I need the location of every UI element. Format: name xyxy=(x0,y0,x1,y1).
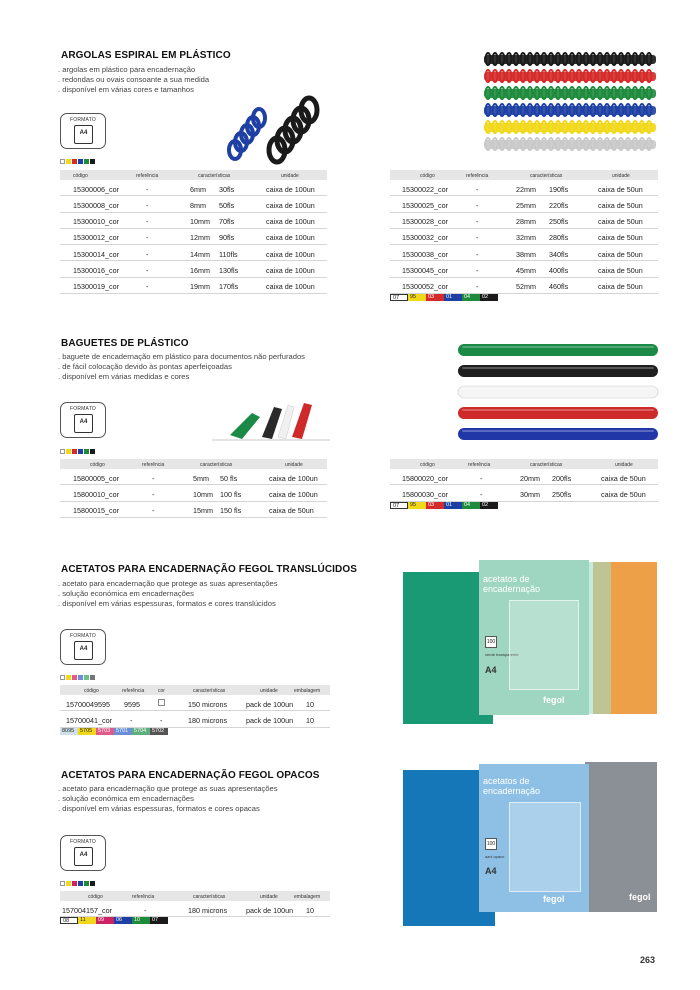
cell-codigo: 15700041_cor xyxy=(66,715,112,725)
cell-unidade: caixa de 50un xyxy=(598,200,643,210)
swatch-green xyxy=(84,159,89,164)
cell-sheets: 130fls xyxy=(219,265,239,275)
swatch-pink xyxy=(72,675,77,680)
swatch-black xyxy=(90,881,95,886)
desc-line: . acetato para encadernação que protege as suas apresentações xyxy=(58,784,278,793)
table-row xyxy=(60,196,327,212)
color-code-strip xyxy=(390,502,658,509)
spiral-color-stack-image xyxy=(482,50,658,158)
format-label: FORMATO xyxy=(70,839,96,845)
table-row xyxy=(60,469,327,485)
package-format: A4 xyxy=(485,866,497,876)
header-caracteristicas: características xyxy=(530,461,563,468)
header-referencia: referência xyxy=(468,461,491,468)
color-code: 07 xyxy=(390,502,408,509)
color-code: 11 xyxy=(78,917,96,924)
swatch-white xyxy=(60,159,65,164)
cell-unidade: caixa de 50un xyxy=(598,265,643,275)
cell-referencia: 9595 xyxy=(124,699,140,709)
package-front xyxy=(479,560,589,715)
swatch-yellow xyxy=(66,449,71,454)
cell-unidade: caixa de 100un xyxy=(266,233,315,243)
acetato-opaco-product-image xyxy=(403,762,659,928)
cell-size: 28mm xyxy=(516,217,536,227)
section-description-baguetes xyxy=(58,352,305,383)
table-row xyxy=(390,213,658,229)
table-row xyxy=(60,261,327,277)
swatch-yellow xyxy=(66,675,71,680)
cell-sheets: 200fls xyxy=(552,473,572,483)
cell-referencia: - xyxy=(146,184,149,194)
table-row xyxy=(60,711,330,727)
color-code: 8095 xyxy=(60,728,78,735)
package-title: acetatos de encadernação xyxy=(483,574,541,594)
checkbox-icon xyxy=(158,699,165,706)
swatch-blue xyxy=(78,159,83,164)
format-value: A4 xyxy=(79,419,88,425)
table-row xyxy=(390,180,658,196)
color-code-strip xyxy=(390,294,658,301)
desc-line: . solução económica em encadernações xyxy=(58,794,194,804)
cell-size: 32mm xyxy=(516,233,536,243)
header-caracteristicas: características xyxy=(198,172,231,179)
color-swatches xyxy=(60,449,95,454)
cell-size: 20mm xyxy=(520,473,540,483)
header-embalagem: embalagem xyxy=(294,893,321,900)
swatch-yellow xyxy=(66,881,71,886)
table-baguetes-left xyxy=(60,459,327,518)
table-row xyxy=(390,485,658,501)
format-label: FORMATO xyxy=(70,117,96,123)
cell-sheets: 400fls xyxy=(549,265,569,275)
color-code: 03 xyxy=(426,294,444,301)
cell-codigo: 15300006_cor xyxy=(73,184,119,194)
acetato-translucido-product-image xyxy=(403,560,659,726)
cell-sheets: 340fls xyxy=(549,249,569,259)
cell-codigo: 15800015_cor xyxy=(73,506,119,516)
cell-sheets: 280fls xyxy=(549,233,569,243)
cell-codigo: 15300045_cor xyxy=(402,265,448,275)
desc-line: . baguete de encadernação em plástico para documentos não perfurados xyxy=(58,352,305,361)
header-referencia: referência xyxy=(132,893,155,900)
desc-line: . disponível em várias espessuras, formatos e cores translúcidos xyxy=(58,599,276,609)
cell-size: 12mm xyxy=(190,233,210,243)
swatch-white xyxy=(60,449,65,454)
header-codigo: código xyxy=(420,172,435,179)
cell-unidade: caixa de 50un xyxy=(269,506,314,516)
swatch-blue xyxy=(78,675,83,680)
swatch-grey xyxy=(90,675,95,680)
color-code: 01 xyxy=(444,294,462,301)
cell-codigo: 15300014_cor xyxy=(73,249,119,259)
swatch-blue xyxy=(78,449,83,454)
cell-size: 16mm xyxy=(190,265,210,275)
cell-codigo: 157004157_cor xyxy=(62,905,112,915)
table-row xyxy=(60,213,327,229)
cell-referencia: - xyxy=(130,715,133,725)
desc-line: . disponível em várias medidas e cores xyxy=(58,372,190,382)
section-title-argolas: ARGOLAS ESPIRAL EM PLÁSTICO xyxy=(61,50,231,61)
cell-unidade: caixa de 50un xyxy=(598,249,643,259)
header-cor: cor xyxy=(158,687,165,694)
table-header xyxy=(390,459,658,469)
cell-size: 10mm xyxy=(193,489,213,499)
cell-sheets: 190fls xyxy=(549,184,569,194)
brand-logo: fegol xyxy=(543,894,565,904)
table-header xyxy=(390,170,658,180)
cell-unidade: caixa de 50un xyxy=(601,489,646,499)
desc-line: . disponível em várias espessuras, formatos e cores opacas xyxy=(58,804,260,814)
cell-codigo: 15300025_cor xyxy=(402,200,448,210)
cell-size: 25mm xyxy=(516,200,536,210)
swatch-blue xyxy=(78,881,83,886)
cell-size: 30mm xyxy=(520,489,540,499)
cell-referencia: - xyxy=(146,249,149,259)
grey-package xyxy=(585,762,657,912)
desc-line: . acetato para encadernação que protege as suas apresentações xyxy=(58,579,278,588)
cell-codigo: 15800020_cor xyxy=(402,473,448,483)
cell-referencia: - xyxy=(146,217,149,227)
document-icon xyxy=(74,125,93,144)
cell-unidade: caixa de 100un xyxy=(266,249,315,259)
cell-referencia: - xyxy=(480,489,483,499)
color-code: 10 xyxy=(132,917,150,924)
table-row xyxy=(390,278,658,294)
cell-cor: - xyxy=(160,715,163,725)
cell-referencia: - xyxy=(476,265,479,275)
section-title-baguetes: BAGUETES DE PLÁSTICO xyxy=(61,338,189,349)
color-code: 06 xyxy=(114,917,132,924)
cell-size: 52mm xyxy=(516,282,536,292)
table-header xyxy=(60,170,327,180)
header-unidade: unidade xyxy=(260,893,278,900)
cell-caracteristicas: 150 microns xyxy=(188,699,228,709)
cell-caracteristicas: 180 microns xyxy=(188,905,228,915)
cell-embalagem: 10 xyxy=(306,715,314,725)
cell-referencia: - xyxy=(152,473,155,483)
cell-codigo: 15300028_cor xyxy=(402,217,448,227)
table-baguetes-right xyxy=(390,459,658,509)
cell-size: 45mm xyxy=(516,265,536,275)
format-badge xyxy=(60,629,106,665)
cell-sheets: 220fls xyxy=(549,200,569,210)
cell-size: 22mm xyxy=(516,184,536,194)
color-swatches xyxy=(60,675,95,680)
cell-referencia: - xyxy=(146,282,149,292)
table-row xyxy=(60,180,327,196)
header-unidade: unidade xyxy=(615,461,633,468)
cell-referencia: - xyxy=(476,233,479,243)
table-row xyxy=(60,485,327,501)
section-description-acetatos-opacos xyxy=(58,784,278,815)
format-label: FORMATO xyxy=(70,633,96,639)
section-title-acetatos-opacos: ACETATOS PARA ENCADERNAÇÃO FEGOL OPACOS xyxy=(61,770,320,781)
header-unidade: unidade xyxy=(285,461,303,468)
cell-embalagem: 10 xyxy=(306,699,314,709)
color-code: 07 xyxy=(390,294,408,301)
cell-unidade: caixa de 100un xyxy=(269,473,318,483)
document-icon xyxy=(74,641,93,660)
cell-referencia: - xyxy=(476,282,479,292)
cell-codigo: 15300022_cor xyxy=(402,184,448,194)
transparent-sheet xyxy=(509,600,579,690)
transparent-sheet xyxy=(509,802,581,892)
cell-sheets: 100 fls xyxy=(220,489,242,499)
cell-size: 8mm xyxy=(190,200,206,210)
desc-line: . disponível em várias cores e tamanhos xyxy=(58,85,194,95)
package-count: 100 xyxy=(485,838,497,850)
table-argolas-right xyxy=(390,170,658,301)
cell-sheets: 110fls xyxy=(219,249,238,259)
cell-sheets: 30fls xyxy=(219,184,235,194)
cell-referencia: - xyxy=(146,233,149,243)
cell-codigo: 15300008_cor xyxy=(73,200,119,210)
table-row xyxy=(390,245,658,261)
header-caracteristicas: características xyxy=(193,687,226,694)
table-argolas-left xyxy=(60,170,327,294)
header-codigo: código xyxy=(84,687,99,694)
color-code: 95 xyxy=(408,294,426,301)
cell-unidade: caixa de 100un xyxy=(266,200,315,210)
cell-codigo: 15300012_cor xyxy=(73,233,119,243)
cell-referencia: - xyxy=(146,265,149,275)
header-referencia: referência xyxy=(142,461,165,468)
header-codigo: código xyxy=(420,461,435,468)
section-description-acetatos-translucidos xyxy=(58,579,278,610)
cell-codigo: 15300052_cor xyxy=(402,282,448,292)
cell-unidade: caixa de 100un xyxy=(266,265,315,275)
color-code-strip xyxy=(60,728,330,735)
page-number: 263 xyxy=(640,955,656,965)
spiral-binding-image xyxy=(205,95,325,165)
header-referencia: referência xyxy=(466,172,489,179)
table-header xyxy=(60,685,330,695)
color-code-strip xyxy=(60,917,330,924)
table-acetatos-opacos xyxy=(60,891,330,924)
cell-sheets: 50fls xyxy=(219,200,235,210)
brand-logo-secondary: fegol xyxy=(629,892,651,902)
cell-codigo: 15300019_cor xyxy=(73,282,119,292)
cell-referencia: - xyxy=(480,473,483,483)
cell-codigo: 15800005_cor xyxy=(73,473,119,483)
table-row xyxy=(60,695,330,711)
cell-size: 38mm xyxy=(516,249,536,259)
cell-unidade: caixa de 50un xyxy=(598,184,643,194)
header-caracteristicas: características xyxy=(530,172,563,179)
header-referencia: referência xyxy=(136,172,159,179)
swatch-yellow xyxy=(66,159,71,164)
cell-unidade: pack de 100un xyxy=(246,905,294,915)
header-codigo: código xyxy=(88,893,103,900)
table-row xyxy=(60,901,330,917)
cell-codigo: 15300016_cor xyxy=(73,265,119,275)
cell-referencia: - xyxy=(146,200,149,210)
cell-codigo: 15700049595 xyxy=(66,699,110,709)
color-code: 03 xyxy=(426,502,444,509)
section-description-argolas xyxy=(58,65,209,96)
package-front xyxy=(479,764,589,912)
cell-sheets: 460fls xyxy=(549,282,569,292)
format-value: A4 xyxy=(79,852,88,858)
color-code: 04 xyxy=(462,502,480,509)
format-badge xyxy=(60,402,106,438)
color-code: 04 xyxy=(462,294,480,301)
cell-unidade: pack de 100un xyxy=(246,699,294,709)
format-label: FORMATO xyxy=(70,406,96,412)
format-value: A4 xyxy=(79,646,88,652)
color-code: 95 xyxy=(408,502,426,509)
color-code: 5703 xyxy=(96,728,114,735)
baguetes-color-stack-image xyxy=(456,340,661,445)
desc-line: . redondas ou ovais consoante a sua medida xyxy=(58,75,210,85)
swatch-green xyxy=(84,449,89,454)
swatch-red xyxy=(72,449,77,454)
color-code: 02 xyxy=(480,502,498,509)
swatch-black xyxy=(90,449,95,454)
cell-size: 6mm xyxy=(190,184,206,194)
cell-sheets: 150 fls xyxy=(220,506,242,516)
cell-sheets: 170fls xyxy=(219,282,239,292)
cell-sheets: 90fls xyxy=(219,233,235,243)
cell-sheets: 250fls xyxy=(549,217,569,227)
cell-unidade: caixa de 50un xyxy=(601,473,646,483)
cell-referencia: - xyxy=(144,905,147,915)
header-unidade: unidade xyxy=(612,172,630,179)
baguetes-image xyxy=(212,395,330,443)
cell-size: 5mm xyxy=(193,473,209,483)
table-row xyxy=(60,502,327,518)
cell-unidade: caixa de 50un xyxy=(598,217,643,227)
cell-unidade: caixa de 100un xyxy=(266,282,315,292)
package-title: acetatos de encadernação xyxy=(483,776,541,796)
cell-caracteristicas: 180 microns xyxy=(188,715,228,725)
table-row xyxy=(390,229,658,245)
color-code: 5701 xyxy=(114,728,132,735)
header-caracteristicas: características xyxy=(200,461,233,468)
header-unidade: unidade xyxy=(281,172,299,179)
cell-unidade: caixa de 50un xyxy=(598,233,643,243)
swatch-white xyxy=(60,881,65,886)
format-value: A4 xyxy=(79,130,88,136)
swatch-magenta xyxy=(72,881,77,886)
cell-unidade: caixa de 100un xyxy=(266,184,315,194)
desc-line: . solução económica em encadernações xyxy=(58,589,194,599)
header-codigo: código xyxy=(90,461,105,468)
table-row xyxy=(60,229,327,245)
cell-unidade: caixa de 100un xyxy=(269,489,318,499)
cell-codigo: 15800030_cor xyxy=(402,489,448,499)
header-embalagem: embalagem xyxy=(294,687,321,694)
cell-embalagem: 10 xyxy=(306,905,314,915)
color-code: 07 xyxy=(150,917,168,924)
table-acetatos-translucidos xyxy=(60,685,330,735)
section-title-acetatos-translucidos: ACETATOS PARA ENCADERNAÇÃO FEGOL TRANSLÚCIDOS xyxy=(61,564,357,575)
package-subtitle: azul opaco xyxy=(485,854,505,859)
color-code: 09 xyxy=(96,917,114,924)
header-unidade: unidade xyxy=(260,687,278,694)
color-code: 08 xyxy=(60,917,78,924)
cell-referencia: - xyxy=(476,200,479,210)
cell-size: 19mm xyxy=(190,282,210,292)
swatch-green xyxy=(84,675,89,680)
table-header xyxy=(60,459,327,469)
swatch-black xyxy=(90,159,95,164)
cell-codigo: 15800010_cor xyxy=(73,489,119,499)
cell-referencia: - xyxy=(152,506,155,516)
cell-sheets: 250fls xyxy=(552,489,572,499)
table-row xyxy=(390,261,658,277)
cell-sheets: 50 fls xyxy=(220,473,238,483)
cell-size: 10mm xyxy=(190,217,210,227)
document-icon xyxy=(74,847,93,866)
cell-referencia: - xyxy=(152,489,155,499)
cell-referencia: - xyxy=(476,249,479,259)
cell-sheets: 70fls xyxy=(219,217,235,227)
color-swatches xyxy=(60,159,95,164)
color-code: 5705 xyxy=(78,728,96,735)
brand-logo: fegol xyxy=(543,695,565,705)
header-codigo: código xyxy=(73,172,88,179)
header-caracteristicas: características xyxy=(193,893,226,900)
swatch-white xyxy=(60,675,65,680)
table-row xyxy=(390,196,658,212)
table-row xyxy=(390,469,658,485)
cell-unidade: caixa de 50un xyxy=(598,282,643,292)
table-header xyxy=(60,891,330,901)
desc-line: . argolas em plástico para encadernação xyxy=(58,65,196,74)
cell-referencia: - xyxy=(476,184,479,194)
color-code: 01 xyxy=(444,502,462,509)
color-code: 5702 xyxy=(150,728,168,735)
color-swatches xyxy=(60,881,95,886)
cell-unidade: caixa de 100un xyxy=(266,217,315,227)
table-row xyxy=(60,245,327,261)
cell-codigo: 15300010_cor xyxy=(73,217,119,227)
swatch-red xyxy=(72,159,77,164)
desc-line: . de fácil colocação devido às pontas aperfeiçoadas xyxy=(58,362,232,372)
cell-size: 14mm xyxy=(190,249,210,259)
package-format: A4 xyxy=(485,665,497,675)
cell-size: 15mm xyxy=(193,506,213,516)
document-icon xyxy=(74,414,93,433)
header-referencia: referência xyxy=(122,687,145,694)
cell-codigo: 15300038_cor xyxy=(402,249,448,259)
cell-unidade: pack de 100un xyxy=(246,715,294,725)
color-code: 02 xyxy=(480,294,498,301)
package-subtitle: verde transparente xyxy=(485,652,519,657)
format-badge xyxy=(60,113,106,149)
color-code: 5704 xyxy=(132,728,150,735)
table-row xyxy=(60,278,327,294)
swatch-green xyxy=(84,881,89,886)
package-count: 100 xyxy=(485,636,497,648)
cell-referencia: - xyxy=(476,217,479,227)
format-badge xyxy=(60,835,106,871)
cell-codigo: 15300032_cor xyxy=(402,233,448,243)
